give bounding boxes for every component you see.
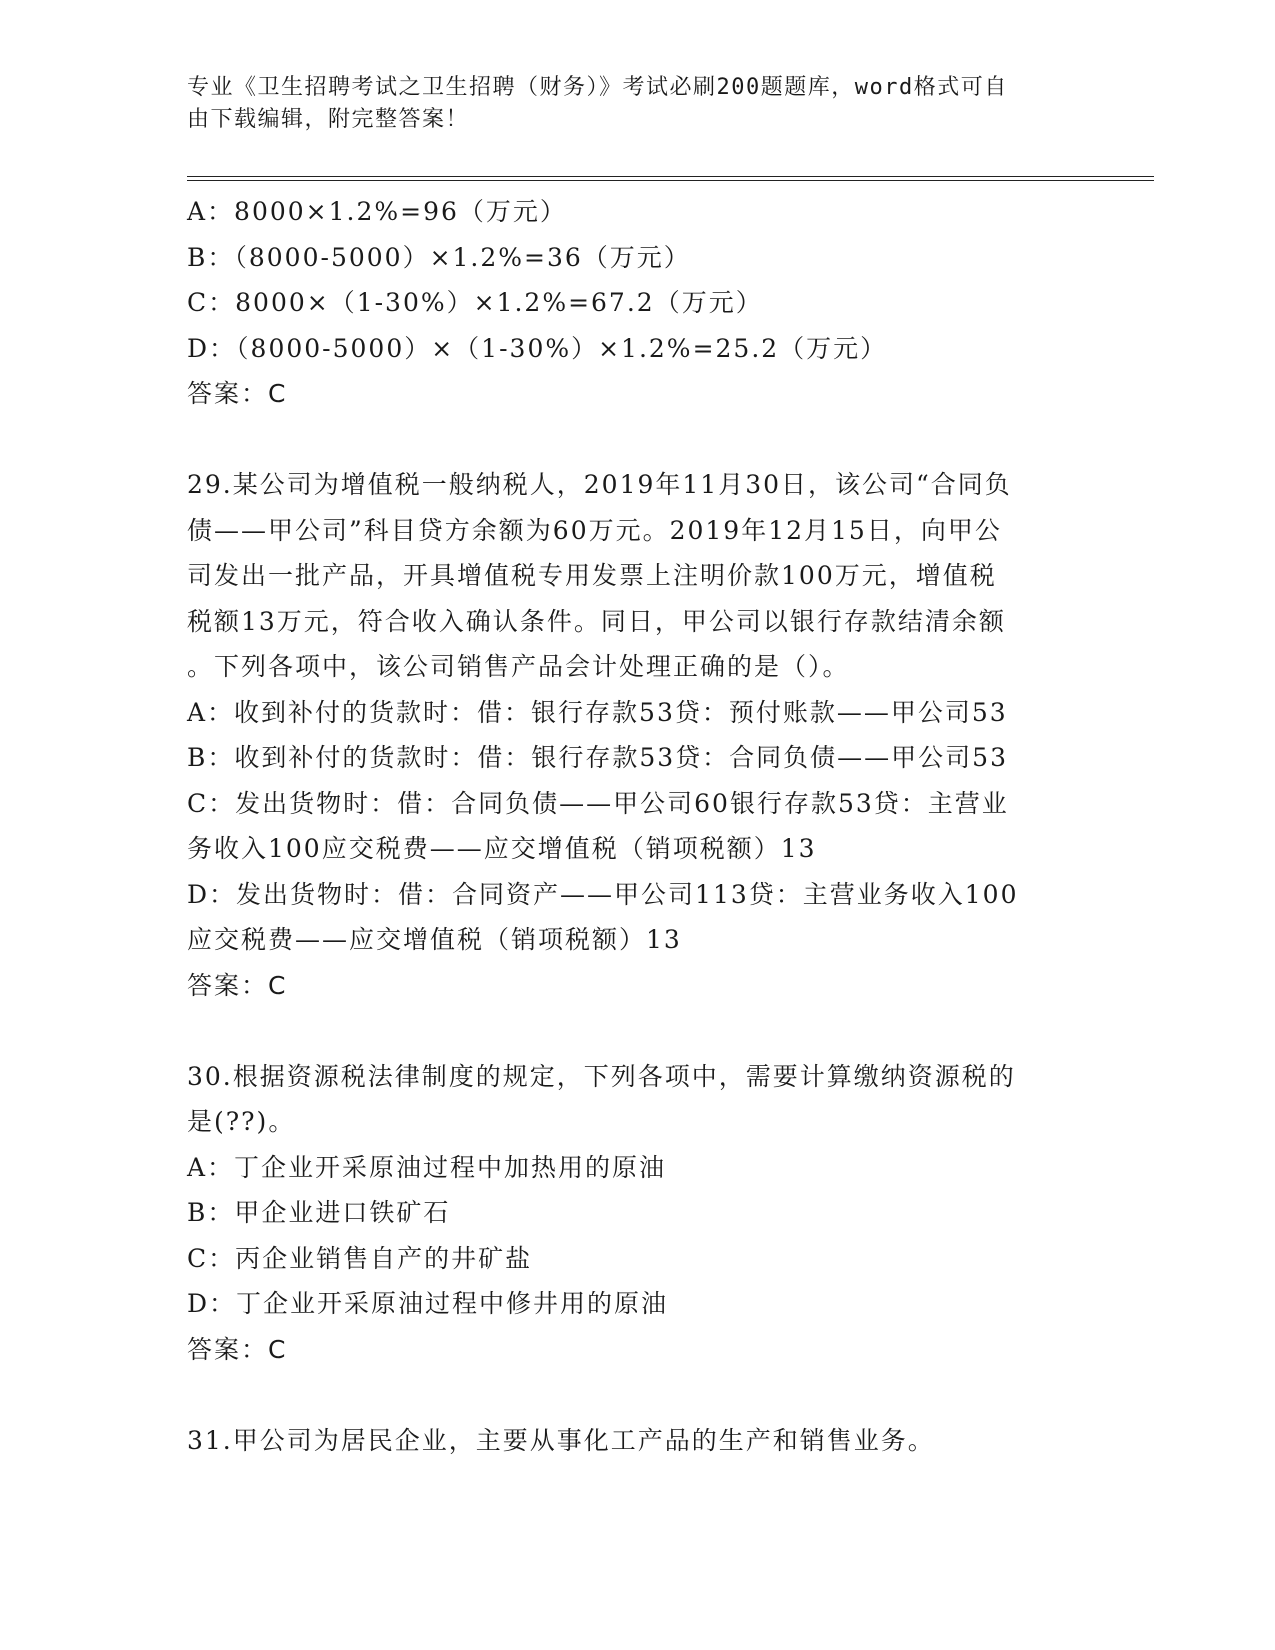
document-header bbox=[187, 72, 1067, 136]
option-d-continued: 应交税费——应交增值税（销项税额）13 bbox=[187, 925, 682, 954]
question-stem: 债——甲公司”科目贷方余额为60万元。2019年12月15日，向甲公 bbox=[187, 515, 1002, 545]
header-line-1: 专业《卫生招聘考试之卫生招聘（财务）》考试必刷200题题库，word格式可自 bbox=[187, 75, 1008, 100]
option-d: D：发出货物时：借：合同资产——甲公司113贷：主营业务收入100 bbox=[187, 879, 1019, 909]
header-divider-bottom bbox=[187, 180, 1154, 181]
option-b: B：（8000-5000）×1.2%=36（万元） bbox=[187, 242, 691, 272]
option-a: A：丁企业开采原油过程中加热用的原油 bbox=[187, 1152, 667, 1182]
question-stem: 。下列各项中，该公司销售产品会计处理正确的是（）。 bbox=[187, 652, 850, 681]
question-stem: 30.根据资源税法律制度的规定，下列各项中，需要计算缴纳资源税的 bbox=[187, 1061, 1016, 1091]
answer: 答案：C bbox=[187, 970, 288, 1000]
option-a: A：收到补付的货款时：借：银行存款53贷：预付账款——甲公司53 bbox=[187, 697, 1008, 727]
question-28 bbox=[187, 189, 1087, 417]
question-31 bbox=[187, 1418, 1087, 1464]
spacer bbox=[187, 1008, 1087, 1054]
option-c: C：丙企业销售自产的井矿盐 bbox=[187, 1243, 533, 1273]
question-29 bbox=[187, 462, 1087, 1008]
question-stem: 税额13万元，符合收入确认条件。同日，甲公司以银行存款结清余额 bbox=[187, 606, 1006, 636]
question-stem: 是(??)。 bbox=[187, 1107, 296, 1136]
question-30 bbox=[187, 1054, 1087, 1373]
option-a: A：8000×1.2%=96（万元） bbox=[187, 197, 567, 226]
header-line-2: 由下载编辑，附完整答案！ bbox=[187, 107, 470, 132]
option-d: D：丁企业开采原油过程中修井用的原油 bbox=[187, 1289, 669, 1318]
spacer bbox=[187, 417, 1087, 463]
question-stem: 31.甲公司为居民企业，主要从事化工产品的生产和销售业务。 bbox=[187, 1425, 935, 1455]
option-b: B：收到补付的货款时：借：银行存款53贷：合同负债——甲公司53 bbox=[187, 743, 1008, 772]
option-c: C：8000×（1-30%）×1.2%=67.2（万元） bbox=[187, 288, 763, 317]
document-body bbox=[187, 189, 1087, 1463]
answer: 答案：C bbox=[187, 1334, 288, 1364]
option-c: C：发出货物时：借：合同负债——甲公司60银行存款53贷：主营业 bbox=[187, 788, 1009, 818]
header-divider-top bbox=[187, 176, 1154, 177]
question-stem: 29.某公司为增值税一般纳税人，2019年11月30日，该公司“合同负 bbox=[187, 470, 1012, 499]
answer: 答案：C bbox=[187, 379, 288, 408]
option-b: B：甲企业进口铁矿石 bbox=[187, 1198, 451, 1227]
option-c-continued: 务收入100应交税费——应交增值税（销项税额）13 bbox=[187, 834, 817, 863]
option-d: D：（8000-5000）×（1-30%）×1.2%=25.2（万元） bbox=[187, 333, 888, 363]
spacer bbox=[187, 1372, 1087, 1418]
question-stem: 司发出一批产品，开具增值税专用发票上注明价款100万元，增值税 bbox=[187, 561, 997, 590]
